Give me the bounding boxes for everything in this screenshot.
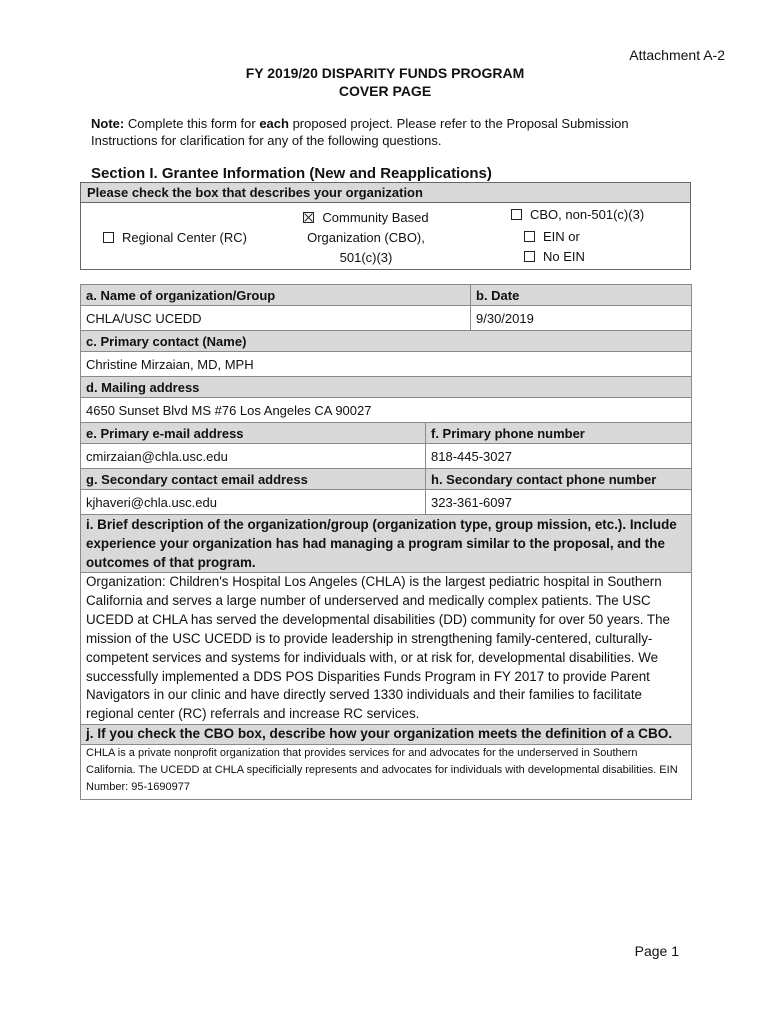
primary-phone-value[interactable]: 818-445-3027 <box>426 444 692 469</box>
secondary-phone-label: h. Secondary contact phone number <box>426 469 692 490</box>
description-value[interactable]: Organization: Children's Hospital Los Angeles (CHLA) is the largest pediatric hospital in Southern California and serves a large number of underserved and medically complex patients. The USC UCEDD at CHLA has served the developmental disabilities (DD) community for over 50 years. The mission of the USC UCEDD is to provide leadership in strengthening family-centered, culturally-competent services and systems for individuals with, or at risk for, developmental disabilities. We successfully implemented a DDS POS Disparities Funds Program in FY 2017 to provide Parent Navigators in our clinic and have directly served 1330 individuals and their families to facilitate regional center (RC) referrals and increase RC services. <box>81 573 692 725</box>
option-label: EIN or <box>543 229 580 244</box>
cbo-definition-label: j. If you check the CBO box, describe how your organization meets the definition of a CBO. <box>81 725 692 745</box>
org-type-header: Please check the box that describes your organization <box>81 183 690 203</box>
org-name-label: a. Name of organization/Group <box>81 285 471 306</box>
cbo-definition-value[interactable]: CHLA is a private nonprofit organization that provides services for and advocates for the underserved in Southern California. The UCEDD at CHLA specificially represents and advocates for individuals with developmental disabilities. EIN Number: 95-1690977 <box>81 745 692 800</box>
date-label: b. Date <box>471 285 692 306</box>
org-name-value[interactable]: CHLA/USC UCEDD <box>81 306 471 331</box>
grantee-info-table <box>80 284 692 800</box>
option-label-line2: Organization (CBO), <box>307 230 425 245</box>
option-regional-center[interactable] <box>103 228 247 248</box>
option-label: CBO, non-501(c)(3) <box>530 207 645 222</box>
secondary-email-value[interactable]: kjhaveri@chla.usc.edu <box>81 490 426 515</box>
section-heading: Section I. Grantee Information (New and Reapplications) <box>91 165 492 182</box>
option-label: No EIN <box>543 249 585 264</box>
checkbox-icon[interactable] <box>103 232 114 243</box>
primary-contact-label: c. Primary contact (Name) <box>81 331 692 352</box>
org-type-box <box>80 182 691 270</box>
note-text-before: Complete this form for <box>124 116 260 131</box>
option-no-ein[interactable] <box>524 247 585 267</box>
note-bold: each <box>259 116 289 131</box>
mailing-address-value[interactable]: 4650 Sunset Blvd MS #76 Los Angeles CA 90027 <box>81 398 692 423</box>
option-ein[interactable] <box>524 227 580 247</box>
attachment-label: Attachment A-2 <box>629 47 725 63</box>
checkbox-icon[interactable] <box>524 231 535 242</box>
description-label: i. Brief description of the organization/group (organization type, group mission, etc.). Include experience your organization has had managing a program similar to the proposal, and the outcomes of that program. <box>81 515 692 573</box>
secondary-email-label: g. Secondary contact email address <box>81 469 426 490</box>
mailing-address-label: d. Mailing address <box>81 377 692 398</box>
primary-phone-label: f. Primary phone number <box>426 423 692 444</box>
note-paragraph <box>91 115 691 149</box>
option-cbo-non-501c3[interactable] <box>511 205 644 225</box>
option-label: Regional Center (RC) <box>122 230 247 245</box>
date-value[interactable]: 9/30/2019 <box>471 306 692 331</box>
option-cbo-501c3[interactable] <box>276 208 456 268</box>
primary-email-label: e. Primary e-mail address <box>81 423 426 444</box>
checkbox-icon[interactable] <box>511 209 522 220</box>
secondary-phone-value[interactable]: 323-361-6097 <box>426 490 692 515</box>
page-number: Page 1 <box>634 943 679 959</box>
option-label-line3: 501(c)(3) <box>339 250 393 265</box>
form-title: FY 2019/20 DISPARITY FUNDS PROGRAM <box>245 65 525 81</box>
note-text-after: proposed project. Please refer to the Proposal Submission Instructions for clarification for any of the following questions. <box>91 116 629 148</box>
checked-box-icon[interactable] <box>303 212 314 223</box>
primary-contact-value[interactable]: Christine Mirzaian, MD, MPH <box>81 352 692 377</box>
checkbox-icon[interactable] <box>524 251 535 262</box>
primary-email-value[interactable]: cmirzaian@chla.usc.edu <box>81 444 426 469</box>
option-label: Community Based <box>322 210 429 225</box>
form-subtitle: COVER PAGE <box>338 83 432 99</box>
note-label: Note: <box>91 116 125 131</box>
